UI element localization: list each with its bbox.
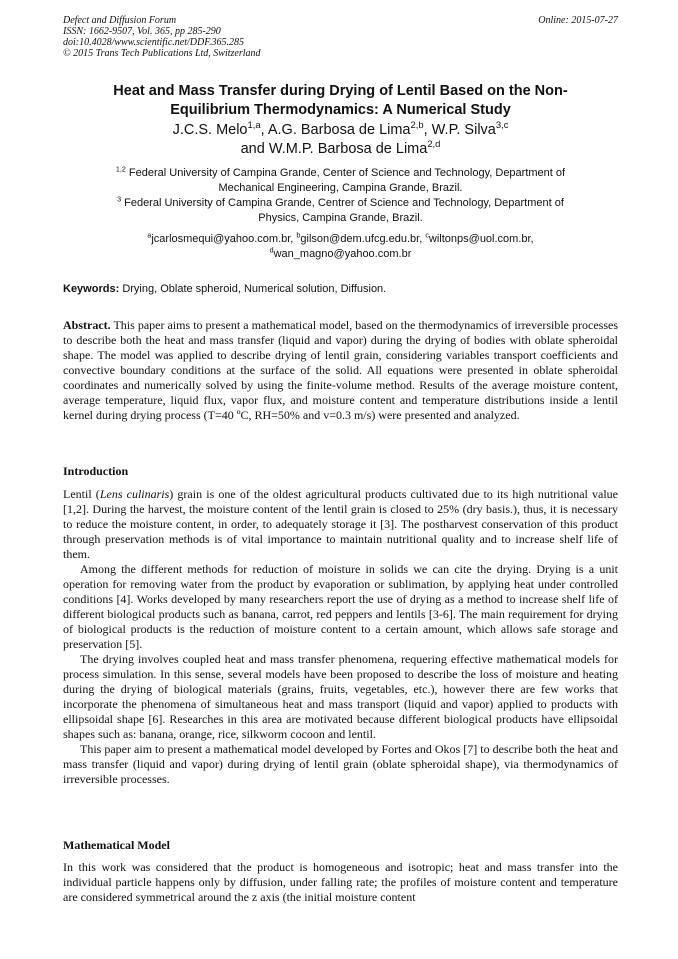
email-link[interactable]: wan_magno@yahoo.com.br [273, 248, 412, 260]
doi-line: doi:10.4028/www.scientific.net/DDF.365.285 [63, 37, 245, 48]
affiliation-text: Federal University of Campina Grande, Centrer of Science and Technology, Department of [124, 197, 564, 209]
email-link[interactable]: jcarlosmequi@yahoo.com.br, [151, 233, 294, 245]
author-name: W.M.P. Barbosa de Lima [268, 141, 428, 157]
abstract [63, 318, 618, 423]
paragraph: This paper aim to present a mathematical model developed by Fortes and Okos [7] to describe both the heat and mass transfer (liquid and vapor) during drying of lentil grain (oblate spheroidal shape), via thermodynamics of irreversible processes. [63, 742, 618, 786]
author-conjunction: and [240, 141, 265, 157]
email-link[interactable]: wiltonps@uol.com.br, [428, 233, 534, 245]
paper-title [63, 82, 618, 120]
mathematical-model-heading: Mathematical Model [63, 838, 170, 852]
author-line-1: J.C.S. Melo$^{1,a}$, A.G. Barbosa de Lima$^{2,b}$, W.P. Silva$^{3,c}$ [172, 119, 509, 138]
mathematical-model-section [63, 860, 618, 905]
author-name: J.C.S. Melo [172, 122, 248, 138]
online-date: Online: 2015-07-27 [538, 15, 618, 26]
keywords-text: Drying, Oblate spheroid, Numerical solution, Diffusion. [122, 283, 387, 295]
author-affiliation-mark: 1,a [247, 119, 261, 131]
affiliation-mark: 3 [117, 195, 122, 204]
introduction-heading: Introduction [63, 464, 129, 478]
keywords-label: Keywords: [63, 283, 120, 295]
journal-header [63, 15, 618, 59]
abstract-text: This paper aims to present a mathematical model, based on the thermodynamics of irreversible processes to describe both the heat and mass transfer (liquid and vapor) during the drying of bodies with oblate spheroidal shape. The model was applied to describe drying of lentil grain, considering variables transport coefficients and convective boundary conditions at the surface of the solid. All equations were presented in oblate spheroidal coordinates and numerically solved by using the finite-volume method. Results of the average moisture content, average temperature, liquid flux, vapor flux, and moisture content and temperature distributions inside a lentil kernel during drying process (T=40 ºC, RH=50% and v=0.3 m/s) were presented and analyzed. [63, 318, 618, 422]
author-affiliation-mark: 2,d [427, 138, 441, 150]
affiliation-text: Federal University of Campina Grande, Center of Science and Technology, Department of [128, 167, 566, 179]
affiliation-text: Mechanical Engineering, Campina Grande, Brazil. [218, 182, 463, 194]
affiliation-text: Physics, Campina Grande, Brazil. [258, 212, 423, 224]
abstract-label: Abstract. [63, 318, 111, 332]
journal-name: Defect and Diffusion Forum [63, 15, 177, 26]
paragraph: In this work was considered that the product is homogeneous and isotropic; heat and mass transfer into the individual particle happens only by diffusion, under falling rate; the profiles of moisture content and temperature are considered symmetrical around the z axis (the initial moisture content [63, 860, 618, 904]
paragraph: Among the different methods for reduction of moisture in solids we can cite the drying. Drying is a unit operation for removing water from the product by evaporation or sublimation, by applying heat under controlled conditions [4]. Works developed by many researchers report the use of drying as a method to increase shelf life of different biological products such as banana, carrot, red peppers and lentils [3-6]. The main requirement for drying of biological products is the reduction of moisture content to a certain amount, which allows safe storage and preservation [5]. [63, 562, 618, 651]
author-list [63, 121, 618, 159]
introduction-section [63, 487, 618, 787]
affiliation-mark: 1,2 [115, 165, 126, 174]
paragraph: The drying involves coupled heat and mass transfer phenomena, requering effective mathematical models for process simulation. In this sense, several models have been proposed to describe the loss of moisture and heating during the drying of biological materials (grains, fruits, vegetables, etc.), however there are few works that incorporate the phenomena of simultaneous heat and mass transport (liquid and vapor) applied to products with ellipsoidal shape [6]. Researches in this area are motivated because different biological products have ellipsoidal shapes such as: banana, orange, rice, silkworm cocoon and lentil. [63, 652, 618, 741]
keywords [63, 282, 618, 297]
issn-line: ISSN: 1662-9507, Vol. 365, pp 285-290 [63, 26, 221, 37]
author-emails: $^a$jcarlosmequi@yahoo.com.br, $^b$gilson@dem.ufcg.edu.br, $^c$wiltonps@uol.com.br, $^d$wan_magno@yahoo.com.br [147, 231, 534, 260]
author-name: A.G. Barbosa de Lima [267, 122, 411, 138]
species-name: Lens culinaris [99, 487, 170, 501]
copyright-line: © 2015 Trans Tech Publications Ltd, Switzerland [63, 48, 261, 59]
author-line-2 [63, 140, 618, 159]
author-affiliation-mark: 3,c [495, 119, 509, 131]
affiliation-2 [63, 196, 618, 226]
title-line-1: Heat and Mass Transfer during Drying of Lentil Based on the Non- [113, 83, 568, 99]
author-name: W.P. Silva [431, 122, 496, 138]
title-line-2: Equilibrium Thermodynamics: A Numerical Study [170, 102, 511, 118]
paragraph: Lentil (Lens culinaris) grain is one of the oldest agricultural products cultivated due to its high nutritional value [1,2]. During the harvest, the moisture content of the lentil grain is closed to 25% (dry basis.), thus, it is necessary to reduce the moisture content, in order, to adequately storage it [3]. The postharvest conservation of this product through preservation methods is of vital importance to maintain nutritional quality and to increase shelf life of them. [63, 487, 619, 561]
author-affiliation-mark: 2,b [410, 119, 424, 131]
affiliation-1 [63, 166, 618, 196]
email-link[interactable]: gilson@dem.ufcg.edu.br, [300, 233, 423, 245]
